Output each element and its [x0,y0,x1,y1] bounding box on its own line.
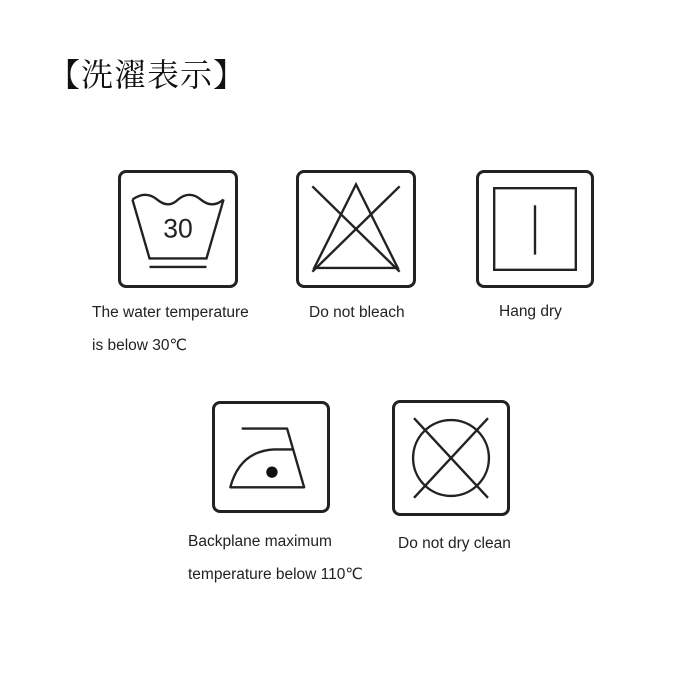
caption-iron-line-1: Backplane maximum [188,533,332,550]
hang-dry-icon [476,170,594,288]
caption-do-not-dry-clean: Do not dry clean [398,535,511,552]
caption-iron-line-2: temperature below 110℃ [188,566,363,583]
wash-tub-30-icon [118,170,238,288]
caption-do-not-bleach: Do not bleach [309,304,405,321]
caption-wash-temperature-line-1: The water temperature [92,304,249,321]
do-not-bleach-icon [296,170,416,288]
do-not-bleach-drawing [299,173,413,285]
do-not-dry-clean-drawing [395,403,507,513]
caption-wash-temperature-line-2: is below 30℃ [92,337,187,354]
wash-tub-drawing [121,173,235,285]
page-title: 【洗濯表示】 [48,56,247,94]
iron-medium-icon [212,401,330,513]
iron-drawing [215,404,327,510]
caption-hang-dry: Hang dry [499,303,562,320]
hang-dry-drawing [479,173,591,285]
wash-temperature-number: 30 [163,213,193,244]
do-not-dry-clean-icon [392,400,510,516]
